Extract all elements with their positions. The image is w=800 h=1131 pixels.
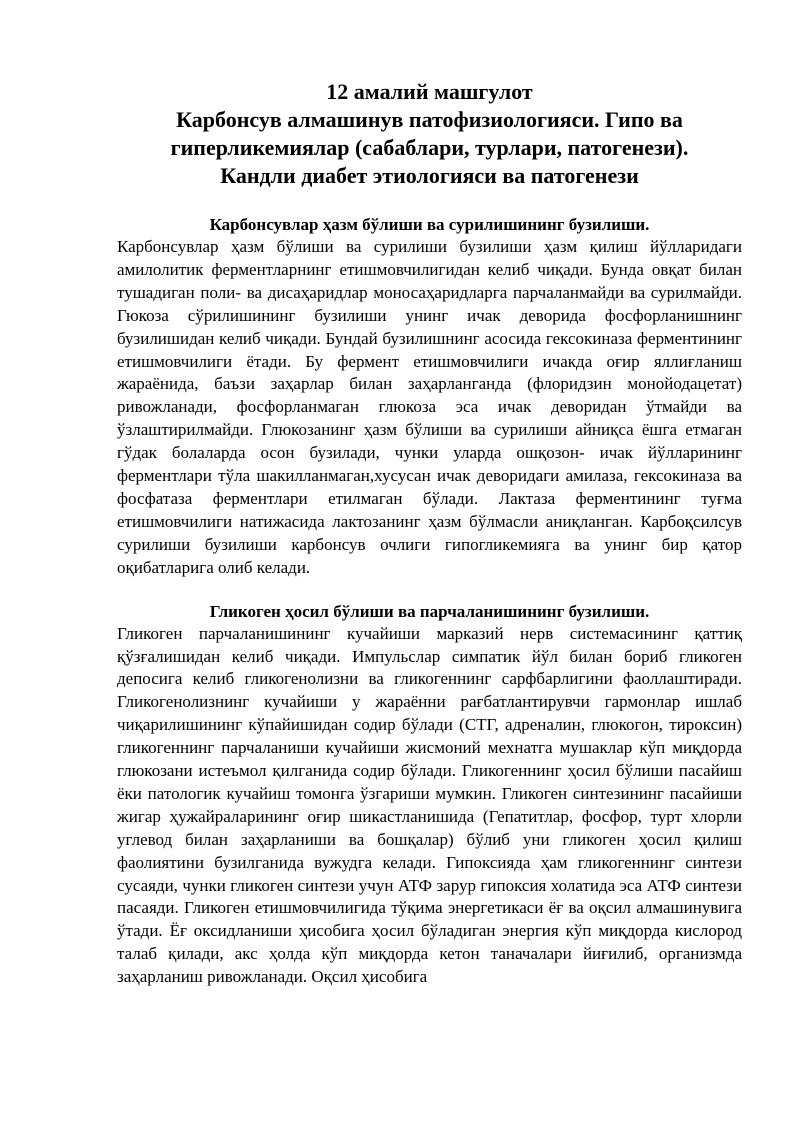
section-body-digestion: Карбонсувлар ҳазм бўлиши ва сурилиши бузилиши ҳазм қилиш йўлларидаги амилолитик ферментларнинг етишмовчилигидан келиб чиқади. Бунда овқат билан тушадиган поли- ва дисаҳаридлар моносаҳаридларга парчаланмайди ва сурилмайди. Гюкоза сўрилишининг бузилиши унинг ичак деворида фосфорланишнинг бузилишидан келиб чиқади. Бундай бузилишнинг асосида гексокиназа ферментининг етишмовчилиги ётади. Бу фермент етишмовчилиги ичакда оғир яллиғланиш жараёнида, баъзи заҳарлар билан заҳарланганда (флоридзин монойодацетат) ривожланади, фосфорланмаган глюкоза эса ичак деворидан ўтмайди ва ўзлаштирилмайди. Глюкозанинг ҳазм бўлиши ва сурилиши айниқса ёшга етмаган гўдак болаларда осон бузилади, чунки уларда ошқозон- ичак йўлларининг ферментлари тўла шакилланмаган,хусусан ичак деворидаги амилаза, гексокиназа ва фосфатаза ферментлари етилмаган бўлади. Лактаза ферментининг туғма етишмовчилиги натижасида лактозанинг ҳазм бўлмасли аниқланган. Карбоқсилсув сурилиши бузилиши карбонсув очлиги гипогликемияга ва унинг бир қатор оқибатларига олиб келади.	[117, 237, 742, 577]
title-line-3: гиперликемиялар (сабаблари, турлари, патогенези).	[170, 135, 689, 160]
title-line-2: Карбонсув алмашинув патофизиологияси. Гипо ва	[176, 107, 683, 132]
section-body-glycogen: Гликоген парчаланишининг кучайиши марказий нерв системасининг қаттиқ қўзғалишидан келиб чиқади. Импульслар симпатик йўл билан бориб гликоген депосига келиб гликогенолизни ва гликогеннинг сарфбарлигини фаоллаштиради. Гликогенолизнинг кучайиши у жараённи рағбатлантирувчи гармонлар ишлаб чиқарилишининг кўпайишидан содир бўлади (СТГ, адреналин, глюкогон, тироксин) гликогеннинг парчаланиши кучайиши жисмоний мехнатга мушаклар кўп миқдорда глюкозани истеъмол қилганида содир бўлади. Гликогеннинг ҳосил бўлиши пасайиш ёки патологик кучайиш томонга ўзгариши мумкин. Гликоген синтезининг пасайиши жигар ҳужайраларининг оғир шикастланишида (Гепатитлар, фосфор, турт хлорли углевод билан заҳарланиши ва бошқалар) бўлиб уни гликоген ҳосил қилиш фаолиятини бузилганида вужудга келади. Гипоксияда ҳам гликогеннинг синтези сусаяди, чунки гликоген синтези учун АТФ зарур гипоксия холатида эса АТФ синтези пасаяди. Гликоген етишмовчилигида тўқима энергетикаси ёғ ва оқсил алмашинувига ўтади. Ёғ оксидланиши ҳисобига ҳосил бўладиган энергия кўп миқдорда кислород талаб қилади, акс ҳолда кўп миқдорда кетон таначалари йиғилиб, организмда заҳарланиш ривожланади. Оқсил ҳисобига	[117, 623, 742, 987]
document-title	[117, 78, 742, 190]
document-page	[117, 78, 742, 989]
title-line-4: Кандли диабет этиологияси ва патогенези	[220, 163, 639, 188]
section-heading-glycogen: Гликоген ҳосил бўлиши ва парчаланишининг бузилиши.	[209, 601, 650, 621]
title-line-1: 12 амалий машгулот	[326, 79, 533, 104]
section-heading-digestion: Карбонсувлар ҳазм бўлиши ва сурилишининг бузилиши.	[209, 215, 650, 234]
